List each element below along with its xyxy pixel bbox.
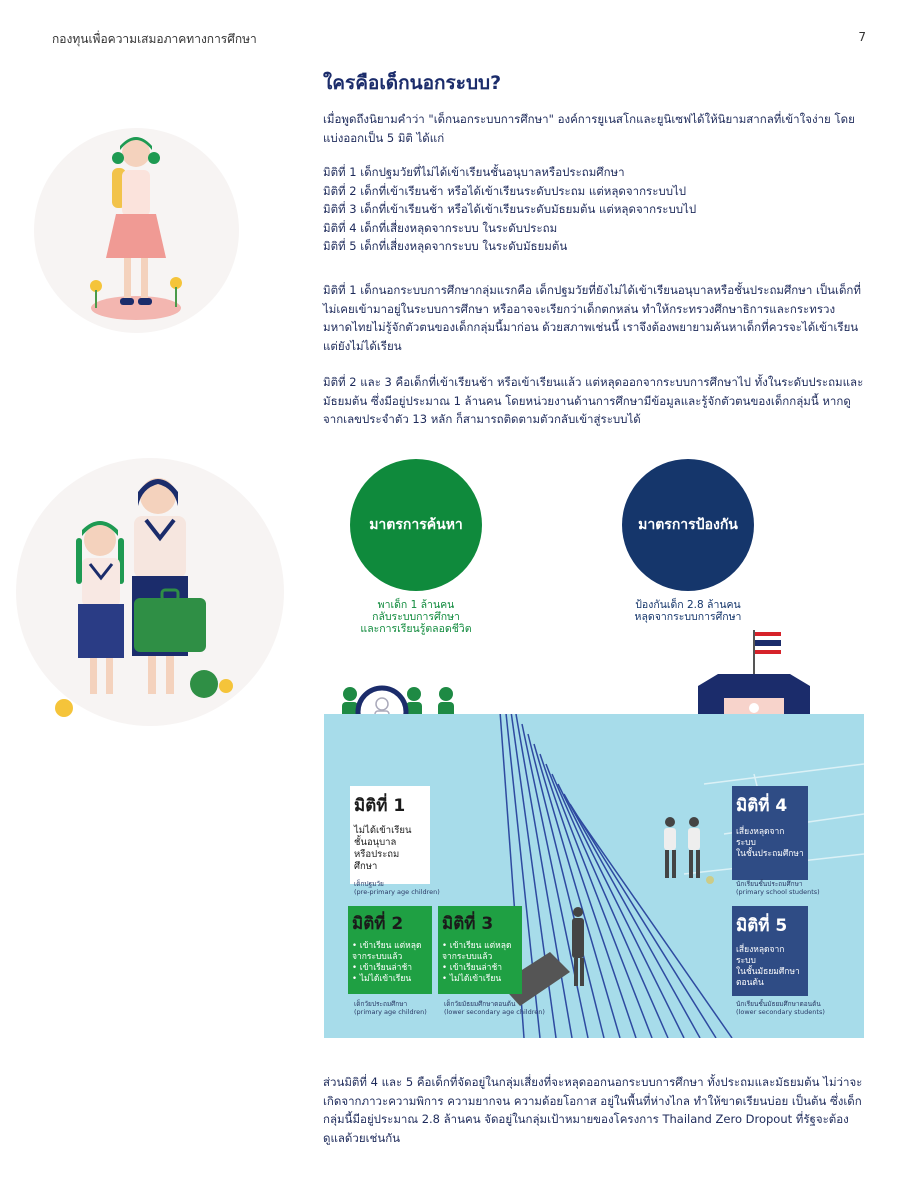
dimensions-list [323, 163, 868, 256]
note-line: เด็กปฐมวัย [354, 880, 384, 888]
dimension-3-bullets [442, 941, 518, 985]
page-title: ใครคือเด็กนอกระบบ? [323, 72, 502, 94]
card-line: ชั้นอนุบาล [354, 837, 397, 848]
card-line: ในชั้นมัธยมศึกษา [736, 967, 800, 977]
page-number: 7 [858, 30, 866, 44]
dimension-2-card [348, 906, 432, 994]
prevention-measure-caption [600, 599, 776, 623]
dimension-1-note [354, 880, 440, 896]
caption-line: กลับระบบการศึกษา [372, 611, 460, 623]
dimension-item: มิติที่ 4 เด็กที่เสี่ยงหลุดจากระบบ ในระดับประถม [323, 220, 558, 235]
prevention-measure-circle [622, 459, 754, 591]
card-line: ศึกษา [354, 861, 378, 872]
card-line: เสี่ยงหลุดจากระบบ [736, 945, 785, 966]
two-girls-illustration [16, 458, 284, 726]
card-line: หรือประถม [354, 849, 400, 860]
dimension-2-title: มิติที่ 2 [352, 914, 404, 934]
caption-line: พาเด็ก 1 ล้านคน [377, 599, 455, 611]
dimension-3-card [438, 906, 522, 994]
dimension-3-note [444, 1000, 545, 1016]
dimension-5-card [732, 906, 808, 996]
dimension-item: มิติที่ 3 เด็กที่เข้าเรียนช้า หรือได้เข้าเรียนระดับมัธยมต้น แต่หลุดจากระบบไป [323, 202, 697, 216]
prevention-measure-label: มาตรการป้องกัน [638, 517, 738, 533]
dimension-1-paragraph: มิติที่ 1 เด็กนอกระบบการศึกษากลุ่มแรกคือ เด็กปฐมวัยที่ยังไม่ได้เข้าเรียนอนุบาลหรือชั้นประถมศึกษา เป็นเด็กที่ไม่เคยเข้ามาอยู่ในระบบการศึกษา หรืออาจจะเรียกว่าเด็กตกหล่น ทำให้กระทรวงศึกษาธิการและกระทรวงมหาดไทยไม่รู้จักตัวตนของเด็กกลุ่มนี้มาก่อน ด้วยสภาพเช่นนี้ เราจึงต้องพยายามค้นหาเด็กที่ควรจะได้เข้าเรียนแต่ยังไม่ได้เรียน [323, 283, 861, 353]
caption-line: หลุดจากระบบการศึกษา [634, 611, 742, 623]
caption-line: ป้องกันเด็ก 2.8 ล้านคน [635, 599, 741, 611]
dimension-2-bullets [352, 941, 428, 985]
dimension-4-card [732, 786, 808, 880]
running-header: กองทุนเพื่อความเสมอภาคทางการศึกษา [52, 32, 257, 46]
note-line: (lower secondary students) [736, 1008, 825, 1016]
dimension-2-3-paragraph: มิติที่ 2 และ 3 คือเด็กที่เข้าเรียนช้า หรือเข้าเรียนแล้ว แต่หลุดออกจากระบบการศึกษาไป ทั้งในระดับประถมและมัธยมต้น ซึ่งมีอยู่ประมาณ 1 ล้านคน โดยหน่วยงานด้านการศึกษามีข้อมูลและรู้จักตัวตนของเด็กกลุ่มนี้ หากดูจากเลขประจำตัว 13 หลัก ก็สามารถติดตามตัวกลับเข้าสู่ระบบได้ [323, 375, 864, 426]
dimension-item: มิติที่ 1 เด็กปฐมวัยที่ไม่ได้เข้าเรียนชั้นอนุบาลหรือประถมศึกษา [323, 165, 625, 179]
card-line: ตอนต้น [736, 978, 764, 988]
bullet-item: • ไม่ได้เข้าเรียน [352, 974, 428, 985]
bullet-item: • เข้าเรียนล่าช้า [352, 963, 428, 974]
dimensions-infographic-panel [324, 714, 864, 1038]
dimension-1-card [350, 786, 430, 884]
dimension-4-5-paragraph: ส่วนมิติที่ 4 และ 5 คือเด็กที่จัดอยู่ในกลุ่มเสี่ยงที่จะหลุดออกนอกระบบการศึกษา ทั้งประถมและมัธยมต้น ไม่ว่าจะเกิดจากภาวะความพิการ ความยากจน ความด้อยโอกาส อยู่ในพื้นที่ห่างไกล ทำให้ขาดเรียนบ่อย เป็นต้น ซึ่งเด็กกลุ่มนี้มีอยู่ประมาณ 2.8 ล้านคน จัดอยู่ในกลุ่มเป้าหมายของโครงการ Thailand Zero Dropout ที่รัฐจะต้องดูแลด้วยเช่นกัน [323, 1075, 863, 1145]
dimension-4-note [736, 880, 820, 896]
dimension-5-body [736, 945, 804, 989]
note-line: นักเรียนชั้นมัธยมศึกษาตอนต้น [736, 1000, 821, 1008]
card-line: ในชั้นประถมศึกษา [736, 849, 804, 859]
bullet-item: • เข้าเรียน แต่หลุด จากระบบแล้ว [442, 941, 518, 963]
dimension-1-title: มิติที่ 1 [354, 796, 406, 816]
bullet-item: • ไม่ได้เข้าเรียน [442, 974, 518, 985]
search-measure-caption [330, 599, 502, 635]
note-line: (primary school students) [736, 888, 820, 896]
note-line: (lower secondary age children) [444, 1008, 545, 1016]
search-measure-label: มาตรการค้นหา [369, 517, 463, 533]
note-line: เด็กวัยมัธยมศึกษาตอนต้น [444, 1000, 516, 1008]
dimension-item: มิติที่ 5 เด็กที่เสี่ยงหลุดจากระบบ ในระดับมัธยมต้น [323, 239, 568, 253]
caption-line: และการเรียนรู้ตลอดชีวิต [360, 623, 472, 635]
dimension-4-body [736, 827, 804, 860]
dimension-2-note [354, 1000, 427, 1016]
search-measure-circle [350, 459, 482, 591]
note-line: เด็กวัยประถมศึกษา [354, 1000, 408, 1008]
dimension-5-title: มิติที่ 5 [736, 916, 788, 936]
dimension-4-title: มิติที่ 4 [736, 796, 788, 816]
note-line: (pre-primary age children) [354, 888, 440, 896]
girl-with-backpack-illustration [34, 128, 239, 333]
note-line: (primary age children) [354, 1008, 427, 1016]
dimension-3-title: มิติที่ 3 [442, 914, 494, 934]
intro-paragraph: เมื่อพูดถึงนิยามคำว่า "เด็กนอกระบบการศึกษา" องค์การยูเนสโกและยูนิเซฟได้ให้นิยามสากลที่เข้าใจง่าย โดยแบ่งออกเป็น 5 มิติ ได้แก่ [323, 112, 855, 145]
bullet-item: • เข้าเรียนล่าช้า [442, 963, 518, 974]
card-line: ไม่ได้เข้าเรียน [354, 825, 412, 836]
bullet-item: • เข้าเรียน แต่หลุด จากระบบแล้ว [352, 941, 428, 963]
card-line: เสี่ยงหลุดจากระบบ [736, 827, 785, 848]
dimension-item: มิติที่ 2 เด็กที่เข้าเรียนช้า หรือได้เข้าเรียนระดับประถม แต่หลุดจากระบบไป [323, 183, 687, 198]
dimension-5-note [736, 1000, 825, 1016]
dimension-1-body [354, 825, 426, 873]
note-line: นักเรียนชั้นประถมศึกษา [736, 880, 803, 888]
